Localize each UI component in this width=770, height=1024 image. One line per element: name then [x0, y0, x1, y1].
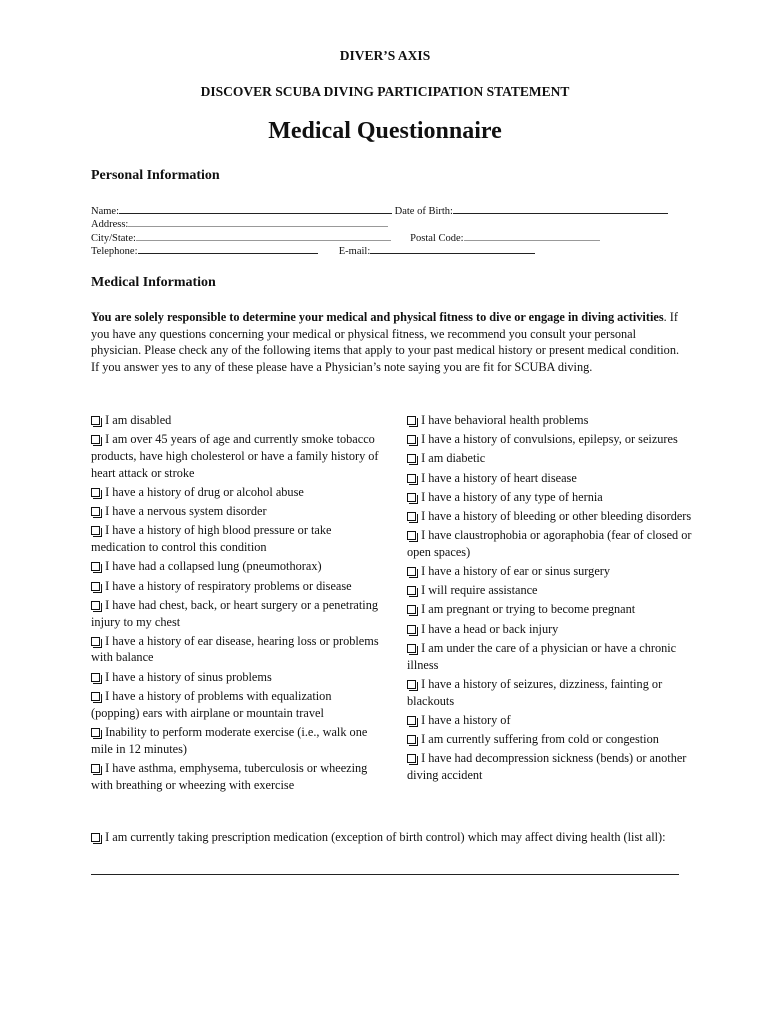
checkbox[interactable]: [407, 435, 416, 444]
checklist-item: [407, 712, 697, 729]
checklist-item: [407, 470, 697, 487]
checklist-item-label: I am over 45 years of age and currently smoke tobacco products, have high cholesterol or have a family history of heart attack or stroke: [91, 432, 379, 480]
checkbox[interactable]: [91, 601, 100, 610]
checkbox[interactable]: [91, 673, 100, 682]
checklist-item-label: I am under the care of a physician or have a chronic illness: [407, 640, 677, 672]
checklist-item-label: I have a head or back injury: [421, 621, 559, 636]
checkbox[interactable]: [407, 474, 416, 483]
telephone-label: Telephone:: [91, 246, 138, 257]
checklist-item: [407, 621, 697, 638]
checkbox[interactable]: [91, 526, 100, 535]
checkbox[interactable]: [91, 562, 100, 571]
telephone-row: [91, 243, 535, 259]
checklist-item-label: I have had decompression sickness (bends) or another diving accident: [407, 751, 687, 782]
checklist-item: [91, 431, 381, 481]
checklist-right-column: [407, 412, 697, 786]
checkbox[interactable]: [91, 507, 100, 516]
checkbox[interactable]: [407, 754, 416, 763]
checkbox[interactable]: [407, 493, 416, 502]
checklist-item: [91, 412, 381, 429]
checklist-item-label: I will require assistance: [421, 583, 538, 598]
checklist-item-label: I have a history of drug or alcohol abuse: [105, 484, 304, 499]
checklist-item: [407, 450, 697, 467]
checkbox[interactable]: [91, 582, 100, 591]
checklist-item-label: I have a history of: [421, 712, 511, 727]
checklist-item-label: I have had chest, back, or heart surgery or a penetrating injury to my chest: [91, 597, 378, 629]
checklist-item-label: I have a history of bleeding or other bleeding disorders: [421, 508, 692, 523]
organization-name: DIVER’S AXIS: [339, 48, 431, 63]
checklist-left-column: [91, 412, 381, 796]
prescription-checklist-item: [91, 829, 691, 846]
medical-intro-paragraph: [91, 309, 681, 375]
statement-title: DISCOVER SCUBA DIVING PARTICIPATION STATEMENT: [200, 84, 570, 99]
checkbox[interactable]: [407, 680, 416, 689]
checklist-item: [407, 676, 697, 710]
checklist-item-label: I have a history of high blood pressure or take medication to control this condition: [91, 523, 332, 555]
checklist-item-label: I am diabetic: [421, 451, 486, 466]
postal-label: Postal Code:: [410, 233, 464, 244]
checkbox[interactable]: [91, 435, 100, 444]
checkbox[interactable]: [91, 692, 100, 701]
checklist-item: [407, 750, 697, 784]
checklist-item-label: I have behavioral health problems: [421, 413, 589, 427]
dob-label: Date of Birth:: [394, 206, 453, 217]
checklist-item-label: I have a history of seizures, dizziness, fainting or blackouts: [407, 676, 663, 708]
checklist-item-label: I have a history of respiratory problems or disease: [105, 578, 352, 593]
postal-field[interactable]: [464, 230, 600, 241]
checkbox[interactable]: [407, 531, 416, 540]
checklist-item-label: I have a history of any type of hernia: [421, 489, 603, 504]
checklist-item-label: I am pregnant or trying to become pregnant: [421, 602, 636, 617]
checklist-item: [407, 412, 697, 429]
checklist-item: [407, 563, 697, 580]
medical-info-heading: Medical Information: [91, 275, 216, 290]
checkbox[interactable]: [407, 454, 416, 463]
checklist-item: [91, 760, 381, 794]
checklist-item: [91, 688, 381, 722]
checkbox[interactable]: [91, 637, 100, 646]
checkbox[interactable]: [407, 512, 416, 521]
checklist-item: [91, 558, 381, 575]
checklist-item: [91, 669, 381, 686]
checklist-item: [407, 582, 697, 599]
city-field[interactable]: [136, 230, 391, 241]
checkbox[interactable]: [91, 728, 100, 737]
checklist-item: [407, 489, 697, 506]
dob-field[interactable]: [453, 203, 668, 214]
checkbox[interactable]: [407, 567, 416, 576]
checklist-item-label: I have a history of problems with equalization (popping) ears with airplane or mountain travel: [91, 688, 332, 720]
intro-text: . If you have any questions concerning your medical or physical fitness, we recommend you consult your personal physician. Please check any of the following items that apply to your past medical history or present medical condition. If you answer yes to any of these please have a Physician’s note saying you are fit for SCUBA diving.: [91, 310, 680, 374]
intro-bold-text: You are solely responsible to determine your medical and physical fitness to dive or engage in diving activities: [91, 310, 664, 324]
checklist-item-label: Inability to perform moderate exercise (i.e., walk one mile in 12 minutes): [91, 724, 368, 756]
email-field[interactable]: [370, 243, 535, 254]
checkbox[interactable]: [407, 644, 416, 653]
checklist-item: [91, 503, 381, 520]
checkbox[interactable]: [91, 416, 100, 425]
checkbox[interactable]: [91, 833, 100, 842]
checklist-item-label: I have had a collapsed lung (pneumothorax): [105, 559, 322, 574]
address-label: Address:: [91, 219, 129, 230]
medication-list-line[interactable]: [91, 874, 679, 875]
checklist-item-label: I have a history of heart disease: [421, 470, 577, 485]
checklist-item: [91, 724, 381, 758]
checkbox[interactable]: [407, 625, 416, 634]
checklist-item-label: I have a history of sinus problems: [105, 669, 272, 684]
checklist-item: [91, 484, 381, 501]
checklist-item: [407, 640, 697, 674]
checklist-item-label: I have claustrophobia or agoraphobia (fear of closed or open spaces): [407, 528, 692, 559]
checklist-item-label: I have a history of ear or sinus surgery: [421, 564, 611, 579]
checkbox[interactable]: [407, 586, 416, 595]
checklist-item-label: I have a nervous system disorder: [105, 504, 267, 519]
checklist-item-label: I have a history of convulsions, epilepsy, or seizures: [421, 432, 678, 447]
checklist-item: [91, 578, 381, 595]
checkbox[interactable]: [407, 416, 416, 425]
checkbox[interactable]: [91, 764, 100, 773]
checklist-item: [91, 633, 381, 667]
personal-info-heading: Personal Information: [91, 168, 220, 183]
name-field[interactable]: [119, 203, 392, 214]
checklist-item: [91, 522, 381, 556]
checkbox[interactable]: [407, 716, 416, 725]
page-title: Medical Questionnaire: [268, 118, 502, 144]
checkbox[interactable]: [407, 605, 416, 614]
checklist-item: [407, 431, 697, 448]
checklist-item-label: I am disabled: [105, 413, 172, 427]
checklist-item-label: I have asthma, emphysema, tuberculosis or wheezing with breathing or wheezing with exercise: [91, 760, 368, 792]
checklist-item: [407, 508, 697, 525]
email-label: E-mail:: [338, 246, 371, 257]
checklist-item: [407, 731, 697, 748]
checklist-item-label: I am currently taking prescription medication (exception of birth control) which may affect diving health (list all):: [105, 830, 666, 844]
city-label: City/State:: [91, 233, 136, 244]
checklist-item: [407, 527, 697, 561]
checklist-item-label: I am currently suffering from cold or congestion: [421, 732, 659, 747]
telephone-field[interactable]: [138, 243, 318, 254]
checkbox[interactable]: [91, 488, 100, 497]
checklist-item-label: I have a history of ear disease, hearing loss or problems with balance: [91, 633, 379, 665]
address-field[interactable]: [128, 216, 388, 227]
checklist-item: [407, 601, 697, 618]
checklist-item: [91, 597, 381, 631]
name-label: Name:: [91, 206, 119, 217]
checkbox[interactable]: [407, 735, 416, 744]
